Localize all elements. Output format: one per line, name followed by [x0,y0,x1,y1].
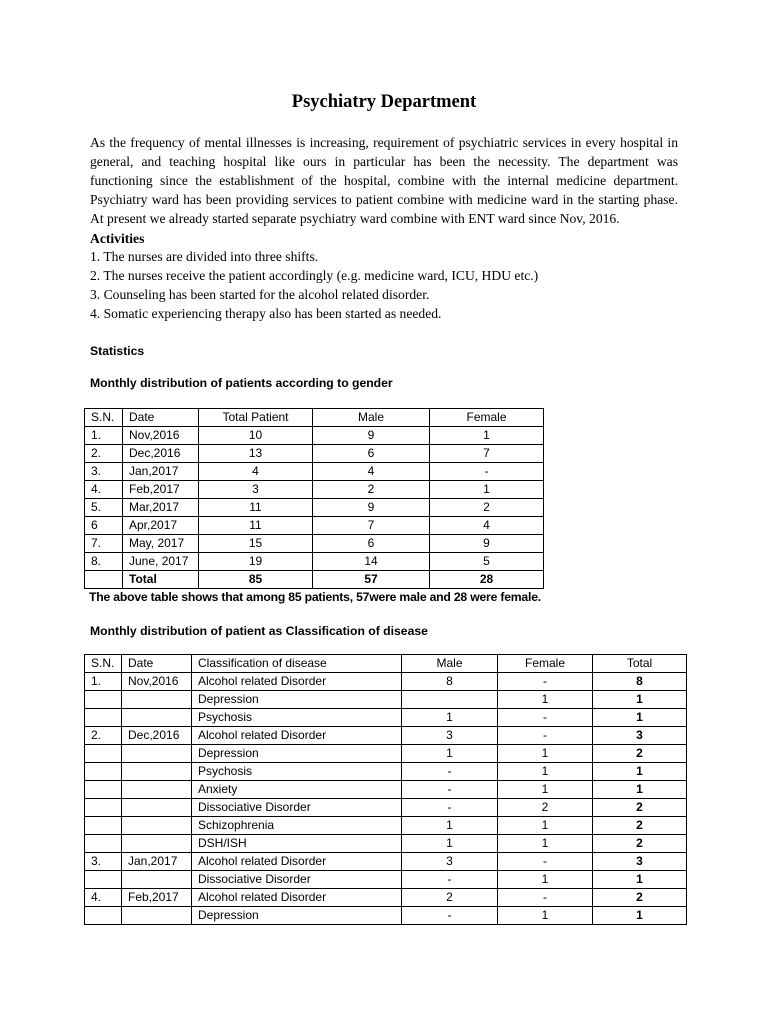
table-cell: June, 2017 [123,553,199,571]
table-cell: 4. [85,481,123,499]
table-cell [122,871,192,889]
table-cell: Feb,2017 [122,889,192,907]
table-row [85,517,544,535]
table-cell: Dissociative Disorder [192,871,402,889]
table-cell: 1 [498,835,593,853]
table-cell: 1 [498,745,593,763]
header-cell: Date [122,655,192,673]
table-row [85,427,544,445]
table-cell: Alcohol related Disorder [192,889,402,907]
table-cell: 1 [498,691,593,709]
table-cell: - [498,709,593,727]
table-cell [122,763,192,781]
table-cell: - [402,799,498,817]
table-cell: 1 [430,481,544,499]
disease-table [84,654,687,925]
table-cell: 1. [85,673,122,691]
table-cell: Schizophrenia [192,817,402,835]
table-cell: 2 [430,499,544,517]
table-row [85,691,687,709]
table-cell: 1 [593,709,687,727]
table-row [85,799,687,817]
table-cell: 1 [498,817,593,835]
header-cell: Female [430,409,544,427]
table-cell: 2 [593,745,687,763]
table-cell: 1 [402,835,498,853]
table-cell: 1 [593,781,687,799]
table-row [85,817,687,835]
activity-item: 2. The nurses receive the patient accordingly (e.g. medicine ward, ICU, HDU etc.) [90,268,539,283]
table-cell [85,745,122,763]
table-row [85,499,544,517]
table-cell: Depression [192,907,402,925]
table-header-row [85,409,544,427]
table-cell: Alcohol related Disorder [192,673,402,691]
header-cell: Classification of disease [192,655,402,673]
activity-item: 1. The nurses are divided into three shifts. [90,249,319,264]
table-cell: Dec,2016 [122,727,192,745]
table-cell: 14 [313,553,430,571]
table-cell: 57 [313,571,430,589]
table-cell: 6 [313,535,430,553]
table-cell: 2 [498,799,593,817]
table-cell: 1 [402,709,498,727]
table-cell: 1. [85,427,123,445]
disease-table-heading: Monthly distribution of patient as Classification of disease [90,624,428,638]
table-cell: 1 [498,871,593,889]
table-cell: 11 [199,499,313,517]
table-cell: 15 [199,535,313,553]
header-cell: S.N. [85,655,122,673]
table-row [85,553,544,571]
table-row [85,853,687,871]
table-cell: 19 [199,553,313,571]
table-cell [85,571,123,589]
table-cell: Nov,2016 [122,673,192,691]
table-cell [402,691,498,709]
table-cell: 10 [199,427,313,445]
table-cell: 3. [85,853,122,871]
gender-table [84,408,544,589]
header-cell: Female [498,655,593,673]
table-row [85,709,687,727]
table-cell: 1 [498,781,593,799]
table-cell: 8. [85,553,123,571]
table-row [85,445,544,463]
table-cell: 2 [593,889,687,907]
table-row [85,535,544,553]
table-cell: - [498,727,593,745]
table-cell: 3 [402,727,498,745]
header-cell: Male [402,655,498,673]
page-title: Psychiatry Department [291,92,477,112]
table-cell: Dissociative Disorder [192,799,402,817]
table-cell [122,709,192,727]
table-cell: 2 [313,481,430,499]
table-cell: 2. [85,727,122,745]
table-cell: 2 [593,835,687,853]
table-cell: - [498,853,593,871]
table-cell: 1 [498,763,593,781]
table-cell: 4 [199,463,313,481]
table-cell: Psychosis [192,763,402,781]
table-cell: 1 [402,817,498,835]
table-row [85,727,687,745]
gender-table-heading: Monthly distribution of patients according to gender [90,376,393,390]
table-cell: 11 [199,517,313,535]
table-cell: Nov,2016 [123,427,199,445]
table-cell [85,799,122,817]
table-cell: 13 [199,445,313,463]
header-cell: Date [123,409,199,427]
table-cell [122,745,192,763]
table-cell [85,817,122,835]
gender-table-summary: The above table shows that among 85 patients, 57were male and 28 were female. [89,590,541,604]
table-row [85,481,544,499]
table-row [85,745,687,763]
statistics-heading: Statistics [90,344,145,358]
table-cell: 2 [593,817,687,835]
table-cell: Alcohol related Disorder [192,853,402,871]
table-cell: - [402,871,498,889]
table-cell: Feb,2017 [123,481,199,499]
header-cell: Male [313,409,430,427]
table-row [85,907,687,925]
table-cell: 3. [85,463,123,481]
table-cell: 1 [593,763,687,781]
table-cell: 2 [402,889,498,907]
table-cell: Jan,2017 [123,463,199,481]
intro-paragraph: As the frequency of mental illnesses is increasing, requirement of psychiatric services in every hospital in general, and teaching hospital like ours in particular has been the necessity. The department was functioning since the establishment of the hospital, combine with the internal medicine department. Psychiatry ward has been providing services to patient combine with medicine ward in the starting phase. At present we already started separate psychiatry ward combine with ENT ward since Nov, 2016. [90,135,678,226]
table-cell: - [498,673,593,691]
table-cell [122,691,192,709]
table-cell: 4 [430,517,544,535]
table-cell: DSH/ISH [192,835,402,853]
table-cell: 7 [430,445,544,463]
table-cell: - [430,463,544,481]
table-cell [85,835,122,853]
header-cell: S.N. [85,409,123,427]
table-row [85,781,687,799]
table-cell [122,817,192,835]
table-cell: 6 [313,445,430,463]
table-row [85,889,687,907]
table-cell: Dec,2016 [123,445,199,463]
table-cell [85,763,122,781]
activities-list [90,247,538,323]
header-cell: Total Patient [199,409,313,427]
table-cell: 9 [313,499,430,517]
activity-item: 4. Somatic experiencing therapy also has been started as needed. [90,306,442,321]
table-cell [122,799,192,817]
table-cell: 7. [85,535,123,553]
table-cell: 9 [430,535,544,553]
table-cell: 85 [199,571,313,589]
table-cell: Depression [192,745,402,763]
table-cell: 1 [593,907,687,925]
table-cell [85,781,122,799]
table-cell: 1 [430,427,544,445]
table-cell: - [498,889,593,907]
table-cell: Jan,2017 [122,853,192,871]
table-cell: 4 [313,463,430,481]
table-cell: 1 [593,871,687,889]
table-cell: May, 2017 [123,535,199,553]
table-row [85,763,687,781]
table-cell: - [402,907,498,925]
table-cell: Apr,2017 [123,517,199,535]
table-cell: 5 [430,553,544,571]
table-cell: 1 [402,745,498,763]
table-cell: Depression [192,691,402,709]
table-cell: 3 [593,853,687,871]
table-cell: 3 [402,853,498,871]
table-cell [85,907,122,925]
header-cell: Total [593,655,687,673]
table-cell: Psychosis [192,709,402,727]
table-cell: Alcohol related Disorder [192,727,402,745]
table-row [85,463,544,481]
activity-item: 3. Counseling has been started for the alcohol related disorder. [90,287,430,302]
table-cell: - [402,781,498,799]
table-cell: 7 [313,517,430,535]
table-cell: 4. [85,889,122,907]
table-cell: 2 [593,799,687,817]
table-header-row [85,655,687,673]
table-cell [85,709,122,727]
table-cell: 28 [430,571,544,589]
activities-heading: Activities [90,231,145,246]
table-cell: 9 [313,427,430,445]
table-cell: 6 [85,517,123,535]
table-cell: Mar,2017 [123,499,199,517]
table-cell: 8 [593,673,687,691]
table-cell: Total [123,571,199,589]
table-row [85,871,687,889]
table-row [85,673,687,691]
table-cell: 8 [402,673,498,691]
table-cell: 1 [498,907,593,925]
table-row [85,835,687,853]
table-cell: 3 [593,727,687,745]
table-cell: 3 [199,481,313,499]
table-cell [85,871,122,889]
table-cell: Anxiety [192,781,402,799]
table-cell [85,691,122,709]
table-cell [122,835,192,853]
table-cell: 1 [593,691,687,709]
table-cell [122,781,192,799]
table-cell: - [402,763,498,781]
table-cell: 5. [85,499,123,517]
table-cell [122,907,192,925]
table-row [85,571,544,589]
table-cell: 2. [85,445,123,463]
